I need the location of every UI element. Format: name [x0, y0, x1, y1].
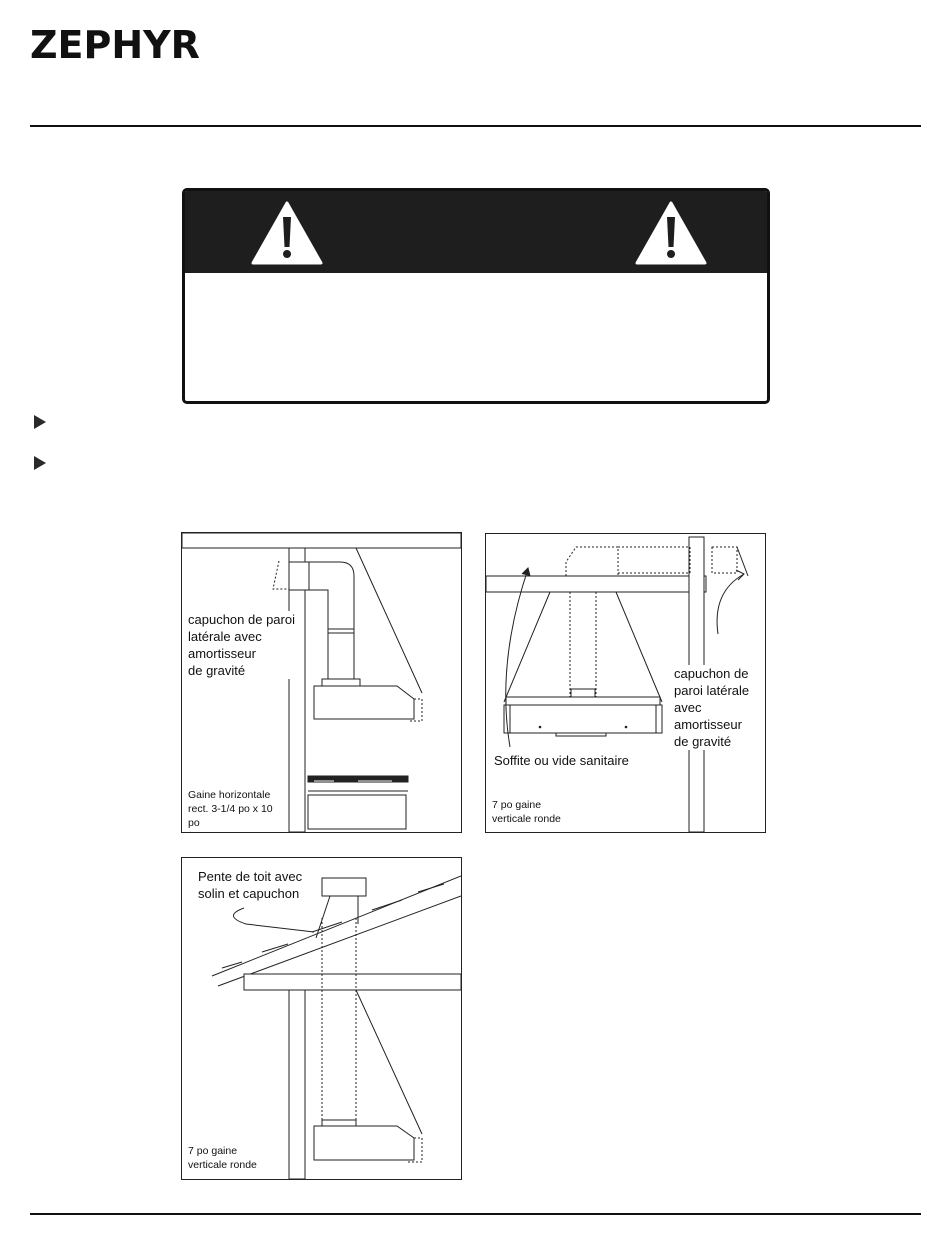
- label-line: Pente de toit avec: [198, 869, 303, 884]
- label-line: capuchon de paroi: [188, 612, 295, 627]
- label-line: capuchon de: [674, 666, 749, 681]
- caption-line: 7 po gaine: [492, 799, 542, 811]
- label-line: avec: [674, 700, 702, 715]
- soffit-label: Soffite ou vide sanitaire: [494, 753, 629, 768]
- caption-line: Gaine horizontale: [188, 789, 271, 801]
- label-line: solin et capuchon: [198, 886, 300, 901]
- figure-caption: [492, 798, 561, 826]
- figure-caption: [188, 1144, 257, 1172]
- play-arrow-icon: [33, 415, 47, 429]
- caption-line: po: [188, 817, 200, 829]
- roof-label: [198, 868, 302, 902]
- caption-line: verticale ronde: [492, 813, 561, 825]
- brand-logo: ZEPHYR: [30, 23, 200, 67]
- play-arrow-icon: [33, 456, 47, 470]
- roof-duct-diagram: [182, 858, 461, 1179]
- label-line: paroi latérale: [674, 683, 750, 698]
- warning-triangle-icon: [251, 201, 323, 265]
- warning-header: [185, 191, 767, 273]
- figure-roof-duct: [181, 857, 462, 1180]
- label-line: amortisseur: [188, 646, 256, 661]
- label-line: amortisseur: [674, 717, 742, 732]
- figure-soffit-duct: [485, 533, 766, 833]
- hood-wall-cap-label: [188, 611, 295, 679]
- label-line: de gravité: [674, 734, 732, 749]
- bottom-rule: [30, 1213, 921, 1215]
- figure-horizontal-duct: [181, 532, 462, 833]
- label-line: latérale avec: [188, 629, 262, 644]
- hood-wall-cap-label: [674, 665, 749, 750]
- label-line: de gravité: [188, 663, 246, 678]
- caption-line: rect. 3-1/4 po x 10: [188, 803, 273, 815]
- caption-line: verticale ronde: [188, 1159, 257, 1171]
- warning-triangle-icon: [635, 201, 707, 265]
- caption-line: 7 po gaine: [188, 1145, 238, 1157]
- warning-box: [182, 188, 770, 404]
- top-rule: [30, 125, 921, 127]
- figure-caption: [188, 788, 273, 830]
